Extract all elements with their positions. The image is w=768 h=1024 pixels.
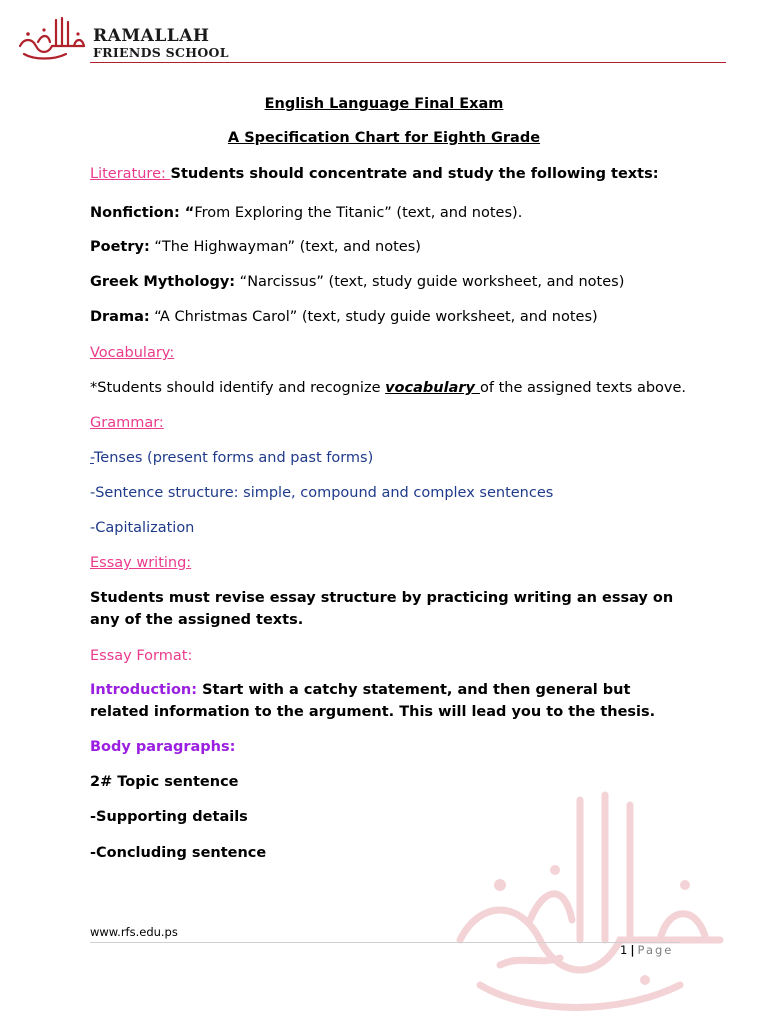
page-label: Page xyxy=(637,943,674,957)
nonfiction-text: From Exploring the Titanic” (text, and notes). xyxy=(194,205,523,221)
greek-mythology-text: “Narcissus” (text, study guide worksheet, and notes) xyxy=(235,274,625,290)
school-logo-icon xyxy=(14,16,90,62)
vocabulary-text-pre: *Students should identify and recognize xyxy=(90,380,386,396)
introduction-text: Start with a catchy statement, and then general but related information to the argument. This will lead you to the thesis. xyxy=(90,682,656,720)
supporting-details: -Supporting details xyxy=(90,809,248,825)
grammar-sentence-structure: -Sentence structure: simple, compound and complex sentences xyxy=(90,485,554,501)
drama-line xyxy=(90,306,598,328)
school-name-line2: FRIENDS SCHOOL xyxy=(93,45,229,60)
grammar-dash: - xyxy=(90,450,94,466)
poetry-label: Poetry: xyxy=(90,239,150,255)
school-name-line1: RAMALLAH xyxy=(93,26,210,46)
vocabulary-line xyxy=(90,377,686,399)
footer-divider xyxy=(90,942,680,943)
vocabulary-emphasis: vocabulary xyxy=(385,380,481,396)
nonfiction-label: Nonfiction: “ xyxy=(90,205,195,221)
calligraphy-watermark-icon xyxy=(440,790,740,1020)
page-number-separator: | xyxy=(630,943,635,957)
poetry-line xyxy=(90,236,421,258)
drama-text: “A Christmas Carol” (text, study guide worksheet, and notes) xyxy=(149,309,598,325)
introduction-paragraph xyxy=(90,679,690,723)
vocabulary-text-post: of the assigned texts above. xyxy=(480,380,687,396)
concluding-sentence: -Concluding sentence xyxy=(90,845,267,861)
essay-instruction: Students must revise essay structure by practicing writing an essay on any of the assigned texts. xyxy=(90,590,674,628)
nonfiction-line xyxy=(90,202,522,224)
header-divider xyxy=(90,62,726,63)
drama-label: Drama: xyxy=(90,309,150,325)
literature-heading: Literature: xyxy=(90,166,171,182)
greek-mythology-label: Greek Mythology: xyxy=(90,274,236,290)
grammar-tenses-line xyxy=(90,447,373,469)
grammar-tenses: Tenses (present forms and past forms) xyxy=(93,450,374,466)
page-number-value: 1 xyxy=(620,943,628,957)
topic-sentence: 2# Topic sentence xyxy=(90,774,239,790)
exam-title: English Language Final Exam xyxy=(264,96,504,112)
footer-url: www.rfs.edu.ps xyxy=(90,925,178,939)
essay-writing-heading: Essay writing: xyxy=(90,555,192,571)
chart-title: A Specification Chart for Eighth Grade xyxy=(227,130,541,146)
page-number xyxy=(620,943,673,957)
poetry-text: “The Highwayman” (text, and notes) xyxy=(149,239,421,255)
essay-format-heading: Essay Format: xyxy=(90,648,193,664)
greek-mythology-line xyxy=(90,271,624,293)
body-paragraphs-heading: Body paragraphs: xyxy=(90,739,236,755)
literature-line xyxy=(90,163,659,185)
vocabulary-heading: Vocabulary: xyxy=(90,345,175,361)
school-name xyxy=(93,28,229,60)
introduction-label: Introduction: xyxy=(90,682,198,698)
literature-intro: Students should concentrate and study the following texts: xyxy=(170,166,659,182)
grammar-heading: Grammar: xyxy=(90,415,164,431)
grammar-capitalization: -Capitalization xyxy=(90,520,195,536)
